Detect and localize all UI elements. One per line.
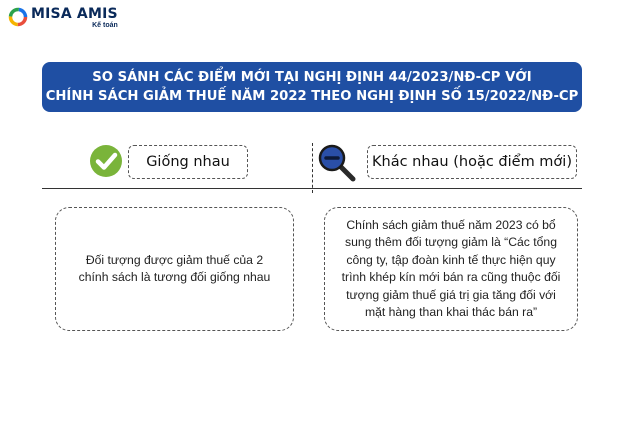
misa-logo-icon	[8, 7, 28, 27]
title-banner	[42, 62, 582, 112]
same-content-text: Đối tượng được giảm thuế của 2 chính sách là tương đối giống nhau	[78, 252, 271, 284]
same-label-box	[128, 145, 248, 179]
logo-subtitle-text: Kế toán	[92, 22, 118, 29]
title-line-1: SO SÁNH CÁC ĐIỂM MỚI TẠI NGHỊ ĐỊNH 44/2023/NĐ-CP VỚI	[92, 70, 532, 85]
same-content-box	[55, 207, 294, 331]
same-label: Giống nhau	[146, 154, 230, 170]
different-label-box	[367, 145, 577, 179]
column-divider	[312, 143, 313, 193]
logo-brand-text: MISA AMIS	[31, 6, 118, 22]
different-content-box	[324, 207, 578, 331]
misa-amis-logo	[8, 7, 118, 29]
checkmark-icon	[89, 144, 123, 178]
different-label: Khác nhau (hoặc điểm mới)	[372, 154, 572, 170]
different-content-text: Chính sách giảm thuế năm 2023 có bổ sung thêm đối tượng giảm là “Các tổng công ty, tập đoàn kinh tế thực hiện quy trình khép kín mới bán ra cũng thuộc đối tượng giảm thuế giá trị gia tăng đối với mặt hàng than khai thác bán ra”	[341, 217, 561, 319]
header-divider	[42, 188, 582, 189]
magnifier-icon	[318, 144, 358, 184]
title-line-2: CHÍNH SÁCH GIẢM THUẾ NĂM 2022 THEO NGHỊ ĐỊNH SỐ 15/2022/NĐ-CP	[45, 89, 579, 104]
